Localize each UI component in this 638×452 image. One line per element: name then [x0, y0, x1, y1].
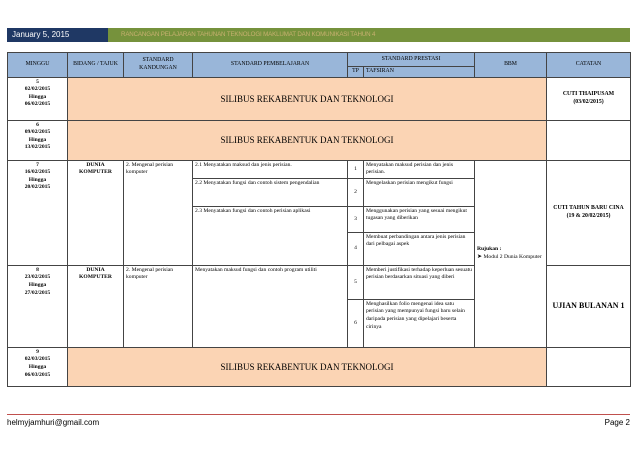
- week-start: 23/02/2015: [24, 274, 51, 281]
- week-start: 16/02/2015: [24, 169, 51, 176]
- header-date: January 5, 2015: [7, 28, 108, 42]
- catatan-empty: [547, 347, 631, 386]
- silibus-banner: SILIBUS REKABENTUK DAN TEKNOLOGI: [68, 347, 547, 386]
- week-end: 06/03/2015: [24, 371, 51, 378]
- arrow-bullet-icon: ➤: [477, 254, 483, 261]
- silibus-banner: SILIBUS REKABENTUK DAN TEKNOLOGI: [68, 120, 547, 160]
- pembelajaran-item: 2.2 Menyatakan fungsi dan contoh sistem pengendalian: [193, 178, 348, 206]
- week-number: 6: [36, 121, 39, 128]
- week-number: 5: [36, 78, 39, 85]
- header-bidang: BIDANG / TAJUK: [68, 53, 124, 78]
- tp-number: 3: [348, 206, 364, 232]
- week-cell: [8, 77, 68, 120]
- tafsiran-item: Menyatakan maksud perisian dan jenis perisian.: [364, 160, 475, 178]
- week-number: 9: [36, 348, 39, 355]
- week-end: 20/02/2015: [24, 184, 51, 191]
- tafsiran-item: Membuat perbandingan antara jenis perisian dari pelbagai aspek: [364, 232, 475, 265]
- footer-page-number: Page 2: [604, 418, 630, 427]
- pembelajaran-item: 2.3 Menyatakan fungsi dan contoh perisian aplikasi: [193, 206, 348, 265]
- rujukan-item-text: Modul 2 Dunia Komputer: [483, 254, 542, 261]
- page-footer: [7, 414, 630, 427]
- tp-number: 2: [348, 178, 364, 206]
- tafsiran-item: Mengelaskan perisian mengikut fungsi: [364, 178, 475, 206]
- header-minggu: MINGGU: [8, 53, 68, 78]
- week-end: 13/02/2015: [24, 144, 51, 151]
- kandungan-cell: 2. Mengenal perisian komputer: [124, 160, 193, 265]
- footer-email: helmyjamhuri@gmail.com: [7, 418, 100, 427]
- catatan-empty: [547, 120, 631, 160]
- week-cell: [8, 160, 68, 265]
- week-start: 09/02/2015: [24, 129, 51, 136]
- week-cell: [8, 120, 68, 160]
- tp-number: 6: [348, 299, 364, 347]
- tp-number: 4: [348, 232, 364, 265]
- tafsiran-item: Menggunakan perisian yang sesuai mengikut tugasan yang diberikan: [364, 206, 475, 232]
- week-hingga: Hingga: [28, 93, 47, 100]
- week-number: 7: [36, 161, 39, 168]
- week-hingga: Hingga: [28, 176, 47, 183]
- week-cell: [8, 347, 68, 386]
- week-end: 06/02/2015: [24, 101, 51, 108]
- week-hingga: Hingga: [28, 282, 47, 288]
- header-tp: TP: [348, 67, 364, 78]
- header-standard-kandungan: STANDARD KANDUNGAN: [124, 53, 193, 78]
- header-title: RANCANGAN PELAJARAN TAHUNAN TEKNOLOGI MAKLUMAT DAN KOMUNIKASI TAHUN 4: [108, 28, 630, 42]
- header-tafsiran: TAFSIRAN: [364, 67, 475, 78]
- header-standard-pembelajaran: STANDARD PEMBELAJARAN: [193, 53, 348, 78]
- annual-plan-table: [7, 52, 631, 387]
- catatan-ujian: UJIAN BULANAN 1: [547, 265, 631, 347]
- tp-number: 5: [348, 265, 364, 299]
- catatan-tahun-baru-cina: CUTI TAHUN BARU CINA (19 & 20/02/2015): [547, 160, 631, 265]
- tafsiran-item: Menghasilkan folio mengenai idea satu perisian yang mempunyai fungsi baru selain daripada perisian yang dipelajari beserta cirinya: [364, 299, 475, 347]
- pembelajaran-item: Menyatakan maksud fungsi dan contoh program utiliti: [193, 265, 348, 347]
- header-bbm: BBM: [475, 53, 547, 78]
- page-header: [7, 28, 630, 42]
- pembelajaran-item: 2.1 Menyatakan maksud dan jenis perisian.: [193, 160, 348, 178]
- week-cell: [8, 265, 68, 347]
- kandungan-cell: 2. Mengenal perisian komputer: [124, 265, 193, 347]
- catatan-thaipusam: CUTI THAIPUSAM (03/02/2015): [547, 77, 631, 120]
- tafsiran-item: Memberi justifikasi terhadap keperluan sesuatu perisian berdasarkan situasi yang diberi: [364, 265, 475, 299]
- rujukan-label: Rujukan :: [477, 245, 502, 252]
- header-standard-prestasi: STANDARD PRESTASI: [348, 53, 475, 67]
- header-catatan: CATATAN: [547, 53, 631, 78]
- week-hingga: Hingga: [28, 136, 47, 143]
- bbm-cell: [475, 160, 547, 347]
- week-end: 27/02/2015: [24, 289, 51, 296]
- tp-number: 1: [348, 160, 364, 178]
- rujukan-item: [477, 253, 544, 262]
- bidang-cell: DUNIA KOMPUTER: [68, 160, 124, 265]
- bidang-cell: DUNIA KOMPUTER: [68, 265, 124, 347]
- week-number: 8: [36, 266, 39, 273]
- week-start: 02/03/2015: [24, 356, 51, 363]
- week-start: 02/02/2015: [24, 86, 51, 93]
- silibus-banner: SILIBUS REKABENTUK DAN TEKNOLOGI: [68, 77, 547, 120]
- week-hingga: Hingga: [28, 364, 47, 370]
